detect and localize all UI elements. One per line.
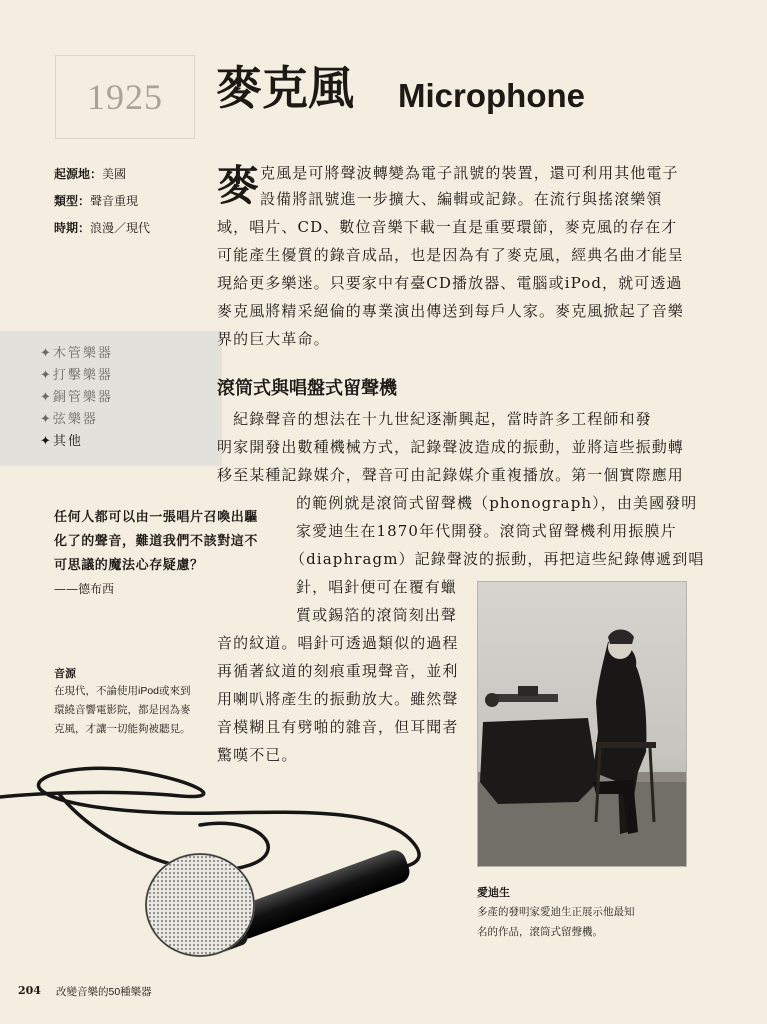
edison-photo (477, 581, 687, 867)
intro-line: 域，唱片、CD、數位音樂下載一直是重要環節，麥克風的存在才 (217, 218, 678, 236)
quote-attribution: ——德布西 (54, 582, 115, 596)
section-line: 質或錫箔的滾筒刻出聲 (296, 606, 458, 624)
section-line: （diaphragm）記錄聲波的振動，再把這些紀錄傳遞到唱 (290, 550, 705, 568)
section-line: 用喇叭將產生的振動放大。雖然聲 (217, 690, 459, 708)
meta-period (54, 220, 150, 236)
caption-heading: 愛迪生 (477, 887, 510, 899)
quote-line: 化了的聲音，難道我們不該對這不 (54, 534, 259, 549)
section-line: 家愛迪生在1870年代開發。滾筒式留聲機利用振膜片 (296, 522, 677, 540)
sidebar-heading: 音源 (54, 668, 76, 680)
sidebar-line: 克風，才讓一切能夠被聽見。 (54, 723, 191, 735)
intro-line: 界的巨大革命。 (217, 330, 330, 348)
meta-origin-label: 起源地： (54, 167, 103, 181)
section-line: 明家開發出數種機械方式，記錄聲波造成的振動，並將這些振動轉 (217, 438, 684, 456)
meta-type-value: 聲音重現 (90, 194, 139, 208)
sidebar-line: 在現代，不論使用iPod或來到 (54, 685, 191, 697)
intro-line: 現給更多樂迷。只要家中有臺CD播放器、電腦或iPod，就可透過 (217, 274, 683, 292)
title-english: Microphone (398, 77, 585, 114)
meta-origin (54, 166, 126, 182)
year-box (55, 55, 195, 139)
title-chinese: 麥克風 (216, 61, 354, 115)
caption-line: 名的作品，滾筒式留聲機。 (477, 926, 603, 938)
category-other: ✦其他 (40, 434, 83, 449)
microphone-illustration (0, 755, 440, 975)
section-line: 移至某種記錄媒介，聲音可由記錄媒介重複播放。第一個實際應用 (217, 466, 684, 484)
sidebar-line: 環繞音響電影院，都是因為麥 (54, 704, 191, 716)
quote-line: 可思議的魔法心存疑慮？ (54, 558, 204, 573)
intro-line: 克風是可將聲波轉變為電子訊號的裝置，還可利用其他電子 (260, 164, 679, 182)
year: 1925 (87, 77, 163, 117)
category-brass: ✦銅管樂器 (40, 390, 113, 405)
meta-origin-value: 美國 (102, 167, 127, 181)
section-line: 音的紋道。唱針可透過類似的過程 (217, 634, 459, 652)
section-line: 針，唱針便可在覆有蠟 (296, 578, 458, 596)
section-heading: 滾筒式與唱盤式留聲機 (217, 378, 397, 399)
section-line: 驚嘆不已。 (217, 746, 298, 764)
category-percussion: ✦打擊樂器 (40, 368, 113, 383)
section-line: 的範例就是滾筒式留聲機（phonograph），由美國發明 (296, 494, 698, 512)
category-woodwind: ✦木管樂器 (40, 346, 113, 361)
meta-type-label: 類型： (54, 194, 91, 208)
intro-line: 可能產生優質的錄音成品，也是因為有了麥克風，經典名曲才能呈 (217, 246, 684, 264)
section-line: 紀錄聲音的想法在十九世紀逐漸興起，當時許多工程師和發 (217, 410, 652, 428)
section-line: 音模糊且有劈啪的雜音，但耳聞者 (217, 718, 459, 736)
meta-type (54, 193, 138, 209)
meta-period-value: 浪漫／現代 (90, 221, 151, 235)
category-strings: ✦弦樂器 (40, 412, 98, 427)
book-title: 改變音樂的50種樂器 (56, 986, 152, 998)
intro-line: 設備將訊號進一步擴大、編輯或記錄。在流行與搖滾樂領 (260, 190, 663, 208)
quote-line: 任何人都可以由一張唱片召喚出驅 (54, 510, 259, 525)
drop-cap: 麥 (217, 161, 260, 210)
page-number: 204 (18, 984, 41, 997)
intro-line: 麥克風將精采絕倫的專業演出傳送到每戶人家。麥克風掀起了音樂 (217, 302, 684, 320)
caption-line: 多產的發明家愛迪生正展示他最知 (477, 906, 635, 918)
meta-period-label: 時期： (54, 221, 91, 235)
edison-photo-drawing (478, 582, 686, 866)
section-line: 再循著紋道的刻痕重現聲音，並利 (217, 662, 459, 680)
